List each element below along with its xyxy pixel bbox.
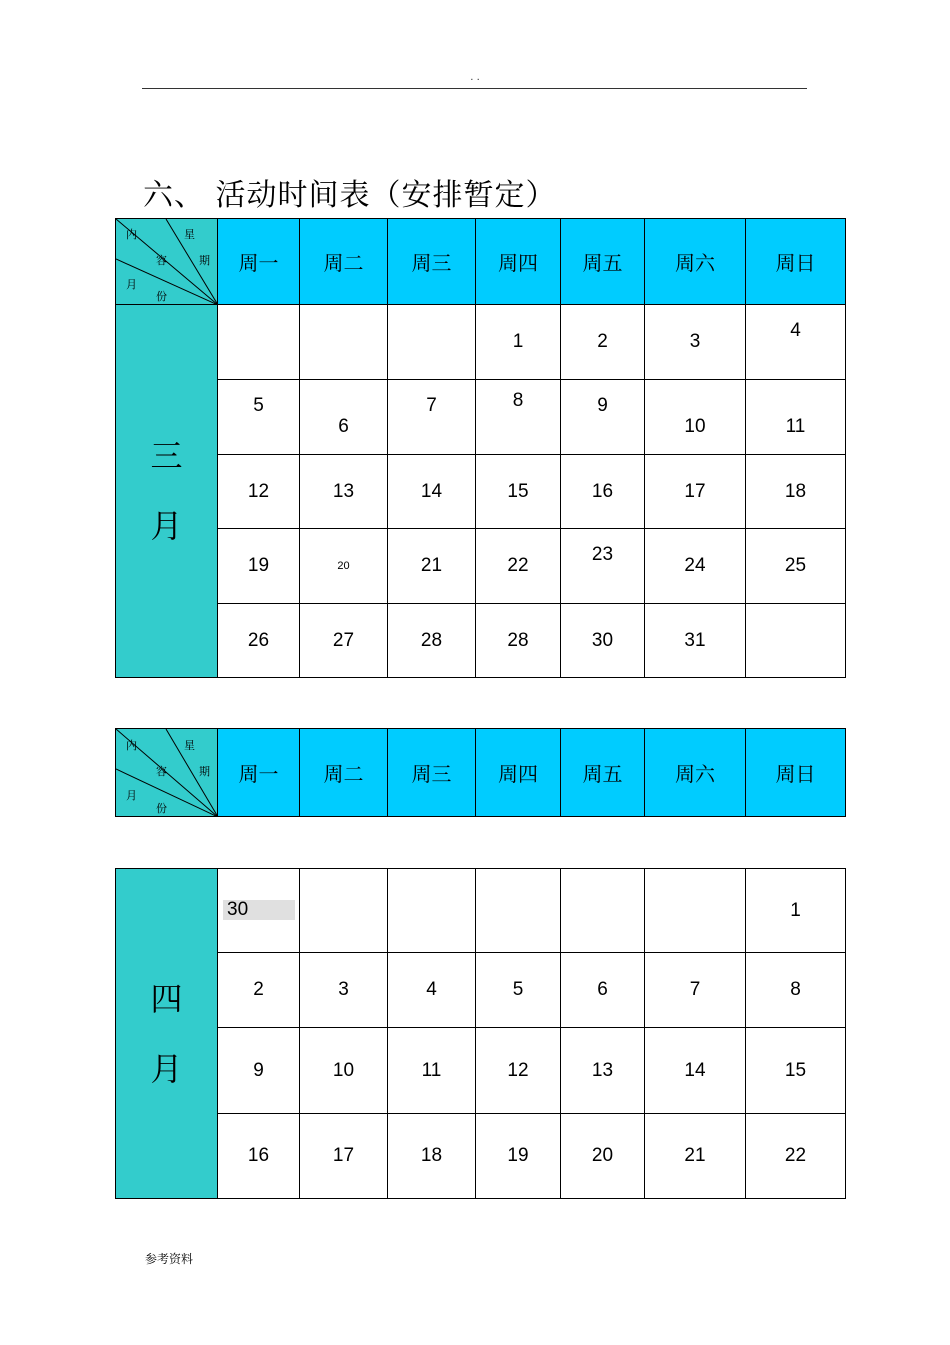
day-cell: 21 <box>645 1114 746 1199</box>
day-cell: 19 <box>476 1114 561 1199</box>
header-rule <box>142 88 807 89</box>
day-cell: 4 <box>388 953 476 1028</box>
day-cell: 12 <box>218 455 300 529</box>
weekday-mon: 周一 <box>218 729 300 817</box>
month-label-march <box>116 305 218 678</box>
month-char: 四 <box>150 979 183 1018</box>
day-cell: 22 <box>476 529 561 604</box>
corner-cell <box>116 219 218 305</box>
day-cell: 18 <box>388 1114 476 1199</box>
day-cell <box>476 869 561 953</box>
weekday-wed: 周三 <box>388 729 476 817</box>
table-row <box>116 529 846 604</box>
day-cell: 19 <box>218 529 300 604</box>
day-cell <box>645 869 746 953</box>
header-dots: . . <box>470 72 480 83</box>
day-cell-highlighted <box>218 869 300 953</box>
corner-label-nei: 内 <box>126 739 137 752</box>
day-cell: 9 <box>561 380 645 455</box>
day-cell: 14 <box>388 455 476 529</box>
day-cell: 6 <box>300 380 388 455</box>
corner-cell <box>116 729 218 817</box>
day-cell: 4 <box>746 305 846 380</box>
day-cell: 14 <box>645 1028 746 1114</box>
day-cell: 1 <box>476 305 561 380</box>
day-cell: 20 <box>561 1114 645 1199</box>
day-cell: 28 <box>388 604 476 678</box>
day-cell: 10 <box>645 380 746 455</box>
day-cell: 26 <box>218 604 300 678</box>
corner-label-qi: 期 <box>199 254 210 267</box>
april-calendar-table <box>115 868 846 1199</box>
day-cell <box>746 604 846 678</box>
weekday-fri: 周五 <box>561 729 645 817</box>
weekday-sun: 周日 <box>746 729 846 817</box>
corner-label-fen: 份 <box>156 802 167 815</box>
day-cell: 23 <box>561 529 645 604</box>
highlighted-day: 30 <box>223 900 295 920</box>
day-cell: 16 <box>218 1114 300 1199</box>
day-cell: 2 <box>561 305 645 380</box>
day-cell: 17 <box>645 455 746 529</box>
weekday-sun: 周日 <box>746 219 846 305</box>
day-cell: 30 <box>561 604 645 678</box>
weekday-wed: 周三 <box>388 219 476 305</box>
month-label-april <box>116 869 218 1199</box>
day-cell: 3 <box>645 305 746 380</box>
table-row <box>116 305 846 380</box>
table-row <box>116 869 846 953</box>
day-cell: 22 <box>746 1114 846 1199</box>
table-row <box>116 455 846 529</box>
day-cell: 27 <box>300 604 388 678</box>
footer-reference-label: 参考资料 <box>145 1252 194 1266</box>
day-cell: 5 <box>218 380 300 455</box>
day-cell: 21 <box>388 529 476 604</box>
day-cell: 15 <box>746 1028 846 1114</box>
day-cell: 15 <box>476 455 561 529</box>
corner-label-nei: 内 <box>126 228 137 241</box>
day-cell: 17 <box>300 1114 388 1199</box>
weekday-tue: 周二 <box>300 729 388 817</box>
weekday-sat: 周六 <box>645 729 746 817</box>
corner-label-yue: 月 <box>126 278 137 291</box>
day-cell: 8 <box>476 380 561 455</box>
weekday-thu: 周四 <box>476 219 561 305</box>
day-cell: 28 <box>476 604 561 678</box>
day-cell: 11 <box>746 380 846 455</box>
day-cell: 10 <box>300 1028 388 1114</box>
month-char: 三 <box>150 437 183 475</box>
day-cell: 7 <box>645 953 746 1028</box>
day-cell <box>561 869 645 953</box>
day-cell: 18 <box>746 455 846 529</box>
day-cell: 13 <box>561 1028 645 1114</box>
table-row <box>116 604 846 678</box>
table-row <box>116 1028 846 1114</box>
corner-label-xing: 星 <box>184 228 195 241</box>
day-cell: 11 <box>388 1028 476 1114</box>
day-cell <box>388 305 476 380</box>
day-cell: 16 <box>561 455 645 529</box>
weekday-thu: 周四 <box>476 729 561 817</box>
table-row <box>116 953 846 1028</box>
day-cell: 3 <box>300 953 388 1028</box>
corner-label-fen: 份 <box>156 290 167 303</box>
weekday-mon: 周一 <box>218 219 300 305</box>
day-cell: 9 <box>218 1028 300 1114</box>
march-calendar-table <box>115 218 846 678</box>
month-char: 月 <box>150 507 183 545</box>
month-char: 月 <box>150 1049 183 1088</box>
day-cell: 24 <box>645 529 746 604</box>
weekday-tue: 周二 <box>300 219 388 305</box>
weekday-header-row <box>116 729 846 817</box>
day-cell: 25 <box>746 529 846 604</box>
corner-label-rong: 容 <box>156 254 167 267</box>
weekday-fri: 周五 <box>561 219 645 305</box>
day-cell: 5 <box>476 953 561 1028</box>
corner-label-rong: 容 <box>156 765 167 778</box>
day-cell <box>218 305 300 380</box>
day-cell: 7 <box>388 380 476 455</box>
day-cell: 6 <box>561 953 645 1028</box>
day-cell: 1 <box>746 869 846 953</box>
corner-label-qi: 期 <box>199 765 210 778</box>
day-cell <box>300 305 388 380</box>
day-cell <box>388 869 476 953</box>
corner-label-yue: 月 <box>126 789 137 802</box>
day-cell: 12 <box>476 1028 561 1114</box>
corner-label-xing: 星 <box>184 739 195 752</box>
table-row <box>116 1114 846 1199</box>
april-header-table <box>115 728 846 817</box>
day-cell: 8 <box>746 953 846 1028</box>
weekday-header-row <box>116 219 846 305</box>
table-row <box>116 380 846 455</box>
day-cell: 31 <box>645 604 746 678</box>
day-cell: 2 <box>218 953 300 1028</box>
weekday-sat: 周六 <box>645 219 746 305</box>
day-cell: 13 <box>300 455 388 529</box>
day-cell <box>300 869 388 953</box>
section-title: 六、 活动时间表（安排暂定） <box>143 178 557 213</box>
day-cell: 20 <box>300 529 388 604</box>
